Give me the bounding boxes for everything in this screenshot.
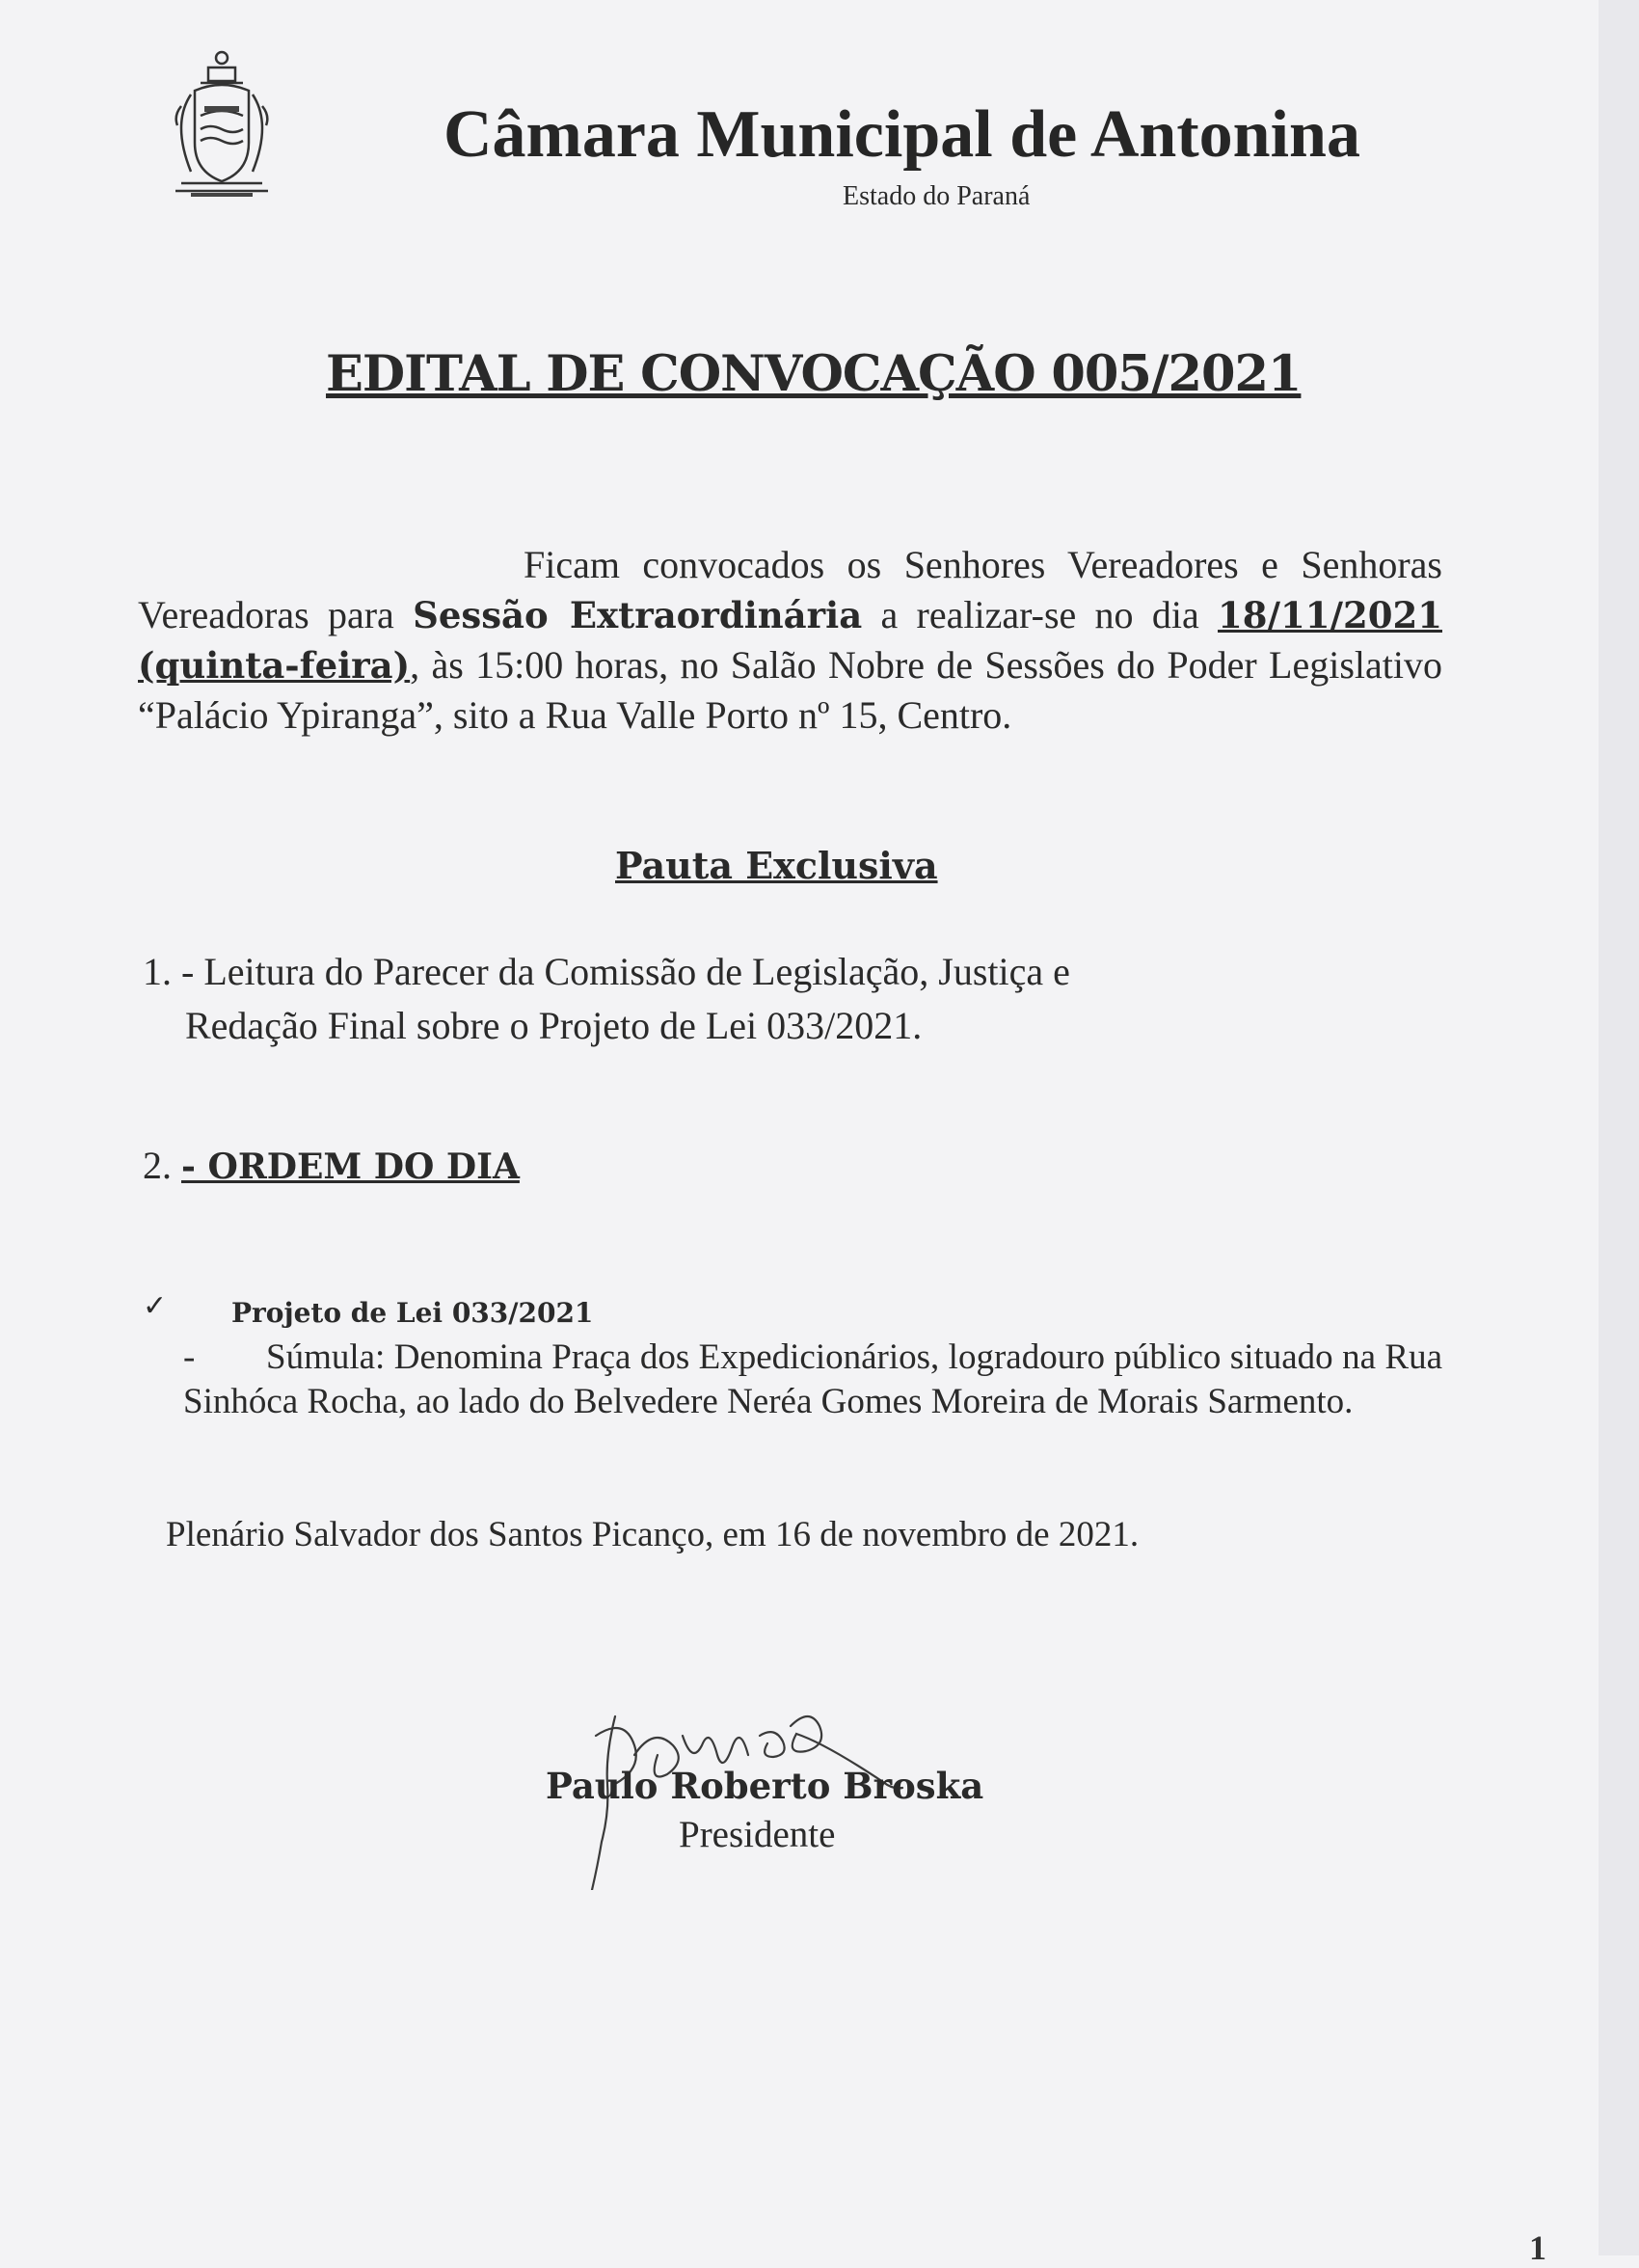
signer-role: Presidente xyxy=(679,1814,836,1855)
signer-name: Paulo Roberto Broska xyxy=(546,1765,984,1807)
agenda-item-1-line-2: Redação Final sobre o Projeto de Lei 033/2021. xyxy=(185,1004,923,1047)
agenda-item-2 xyxy=(143,1143,520,1188)
page-number: 1 xyxy=(1529,2228,1546,2267)
document-title: EDITAL DE CONVOCAÇÃO 005/2021 xyxy=(326,345,1302,403)
agenda-title: Pauta Exclusiva xyxy=(615,844,938,887)
session-type: Sessão Extraordinária xyxy=(413,594,863,636)
municipal-coat-of-arms-icon xyxy=(162,48,282,201)
scan-edge xyxy=(1599,0,1639,2255)
paragraph-text-b: a realizar-se no dia xyxy=(862,593,1219,636)
paragraph-text-a: Ficam convocados os Senhores Vereadores e Senhoras Vereadoras para xyxy=(138,543,1442,636)
project-title: Projeto de Lei 033/2021 xyxy=(231,1297,594,1329)
organization-name: Câmara Municipal de Antonina xyxy=(443,97,1360,172)
summary-text: Súmula: Denomina Praça dos Expedicionários, logradouro público situado na Rua Sinhóca Rocha, ao lado do Belvedere Neréa Gomes Moreira de Morais Sarmento. xyxy=(183,1337,1442,1421)
agenda-item-1 xyxy=(143,945,1444,1053)
agenda-item-1-line-1: 1. - Leitura do Parecer da Comissão de Legislação, Justiça e xyxy=(143,950,1070,993)
checkmark-icon: ✓ xyxy=(143,1290,168,1322)
summary-dash: - xyxy=(183,1337,196,1377)
agenda-item-2-number: 2. xyxy=(143,1144,181,1187)
order-of-day-heading: - ORDEM DO DIA xyxy=(181,1147,520,1187)
convocation-paragraph xyxy=(138,540,1442,741)
project-summary xyxy=(183,1336,1442,1424)
session-date: 18/11/2021 (quinta-feira) xyxy=(138,594,1442,687)
state-name: Estado do Paraná xyxy=(843,181,1031,211)
paragraph-text-c: , às 15:00 horas, no Salão Nobre de Sessões do Poder Legislativo “Palácio Ypiranga”, sito a Rua Valle Porto nº 15, Centro. xyxy=(138,643,1442,737)
place-and-date: Plenário Salvador dos Santos Picanço, em 16 de novembro de 2021. xyxy=(166,1515,1140,1554)
